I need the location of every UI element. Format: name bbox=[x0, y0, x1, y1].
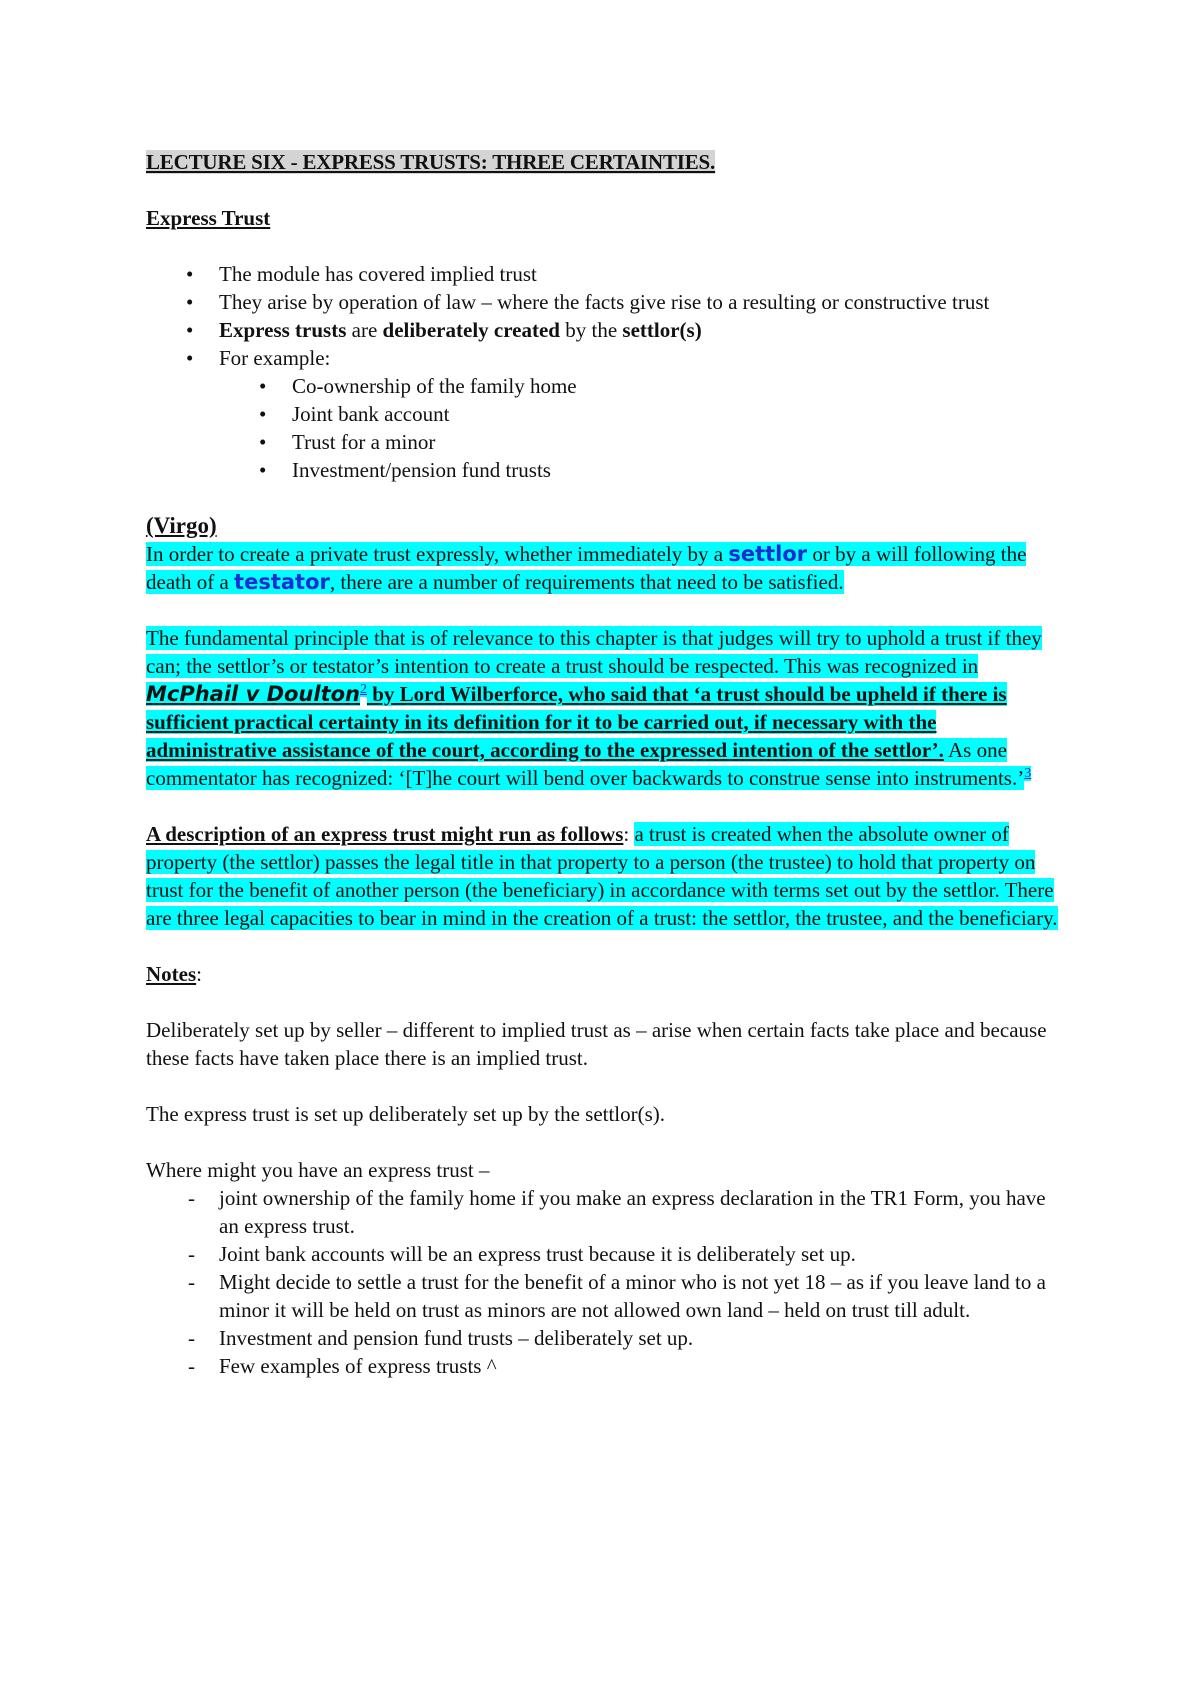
express-trust-bullet-list bbox=[146, 260, 1066, 484]
wilberforce-quote: by Lord Wilberforce, who said that ‘a trust should be upheld if there is sufficient practical certainty in its definition for it to be carried out, if necessary with the administrative assistance of the court, according to the expressed intention of the settlor’. bbox=[146, 682, 1007, 762]
lecture-title: LECTURE SIX - EXPRESS TRUSTS: THREE CERTAINTIES. bbox=[146, 150, 716, 174]
dash-item: - Might decide to settle a trust for the benefit of a minor who is not yet 18 – as if you leave land to a minor it will be held on trust as minors are not allowed own land – held on trust till adult. bbox=[146, 1268, 1066, 1324]
document-body bbox=[146, 148, 1066, 1380]
bullet-item: • For example: • Co-ownership of the family home • Joint bank account • Trust for a minor • Investment/pension fund trusts bbox=[146, 344, 1066, 484]
footnote-ref-2[interactable]: 2 bbox=[360, 682, 367, 697]
virgo-paragraph-3: A description of an express trust might run as follows: a trust is created when the absolute owner of property (the settlor) passes the legal title in that property to a person (the trustee) to hold that property on trust for the benefit of another person (the beneficiary) in accordance with terms set out by the settlor. There are three legal capacities to bear in mind in the creation of a trust: the settlor, the trustee, and the beneficiary. bbox=[146, 822, 1058, 930]
dash-item: - Few examples of express trusts ^ bbox=[146, 1352, 1066, 1380]
notes-heading: Notes bbox=[146, 962, 197, 986]
footnote-ref-3[interactable]: 3 bbox=[1024, 766, 1032, 781]
dash-item: - joint ownership of the family home if you make an express declaration in the TR1 Form, you have an express trust. bbox=[146, 1184, 1066, 1240]
notes-heading-line: Notes: bbox=[146, 962, 202, 986]
virgo-heading-line bbox=[146, 512, 1066, 540]
notes-dash-list bbox=[146, 1184, 1066, 1380]
example-bullet-list bbox=[219, 372, 1066, 484]
bullet-item: • Express trusts are deliberately created by the settlor(s) bbox=[146, 316, 1066, 344]
example-item: • Co-ownership of the family home bbox=[219, 372, 1066, 400]
lecture-title-line bbox=[146, 148, 1066, 176]
bullet-item: • They arise by operation of law – where the facts give rise to a resulting or constructive trust bbox=[146, 288, 1066, 316]
notes-paragraph-3: Where might you have an express trust – bbox=[146, 1158, 490, 1182]
virgo-paragraph-2: The fundamental principle that is of relevance to this chapter is that judges will try to uphold a trust if they can; the settlor’s or testator’s intention to create a trust should be respected. This was recognized in McPhail v Doulton$^2$ by Lord Wilberforce, who said that ‘a trust should be upheld if there is sufficient practical certainty in its definition for it to be carried out, if necessary with the administrative assistance of the court, according to the expressed intention of the settlor’. As one commentator has recognized: ‘[T]he court will bend over backwards to construe sense into instruments.’$^3$ bbox=[146, 626, 1042, 790]
bullet-item: • The module has covered implied trust bbox=[146, 260, 1066, 288]
virgo-heading: (Virgo) bbox=[146, 513, 217, 538]
dash-item: - Joint bank accounts will be an express trust because it is deliberately set up. bbox=[146, 1240, 1066, 1268]
example-item: • Joint bank account bbox=[219, 400, 1066, 428]
description-lead: A description of an express trust might run as follows bbox=[146, 822, 624, 846]
example-item: • Trust for a minor bbox=[219, 428, 1066, 456]
notes-paragraph-1: Deliberately set up by seller – different to implied trust as – arise when certain facts take place and because these facts have taken place there is an implied trust. bbox=[146, 1018, 1047, 1070]
example-item: • Investment/pension fund trusts bbox=[219, 456, 1066, 484]
term-testator: testator bbox=[234, 570, 330, 594]
case-name: McPhail v Doulton bbox=[146, 682, 360, 706]
dash-item: - Investment and pension fund trusts – deliberately set up. bbox=[146, 1324, 1066, 1352]
notes-paragraph-2: The express trust is set up deliberately set up by the settlor(s). bbox=[146, 1102, 666, 1126]
term-settlor: settlor bbox=[728, 542, 808, 566]
virgo-paragraph-1: In order to create a private trust expressly, whether immediately by a settlor or by a will following the death of a testator, there are a number of requirements that need to be satisfied. bbox=[146, 542, 1027, 594]
express-trust-heading: Express Trust bbox=[146, 206, 271, 230]
